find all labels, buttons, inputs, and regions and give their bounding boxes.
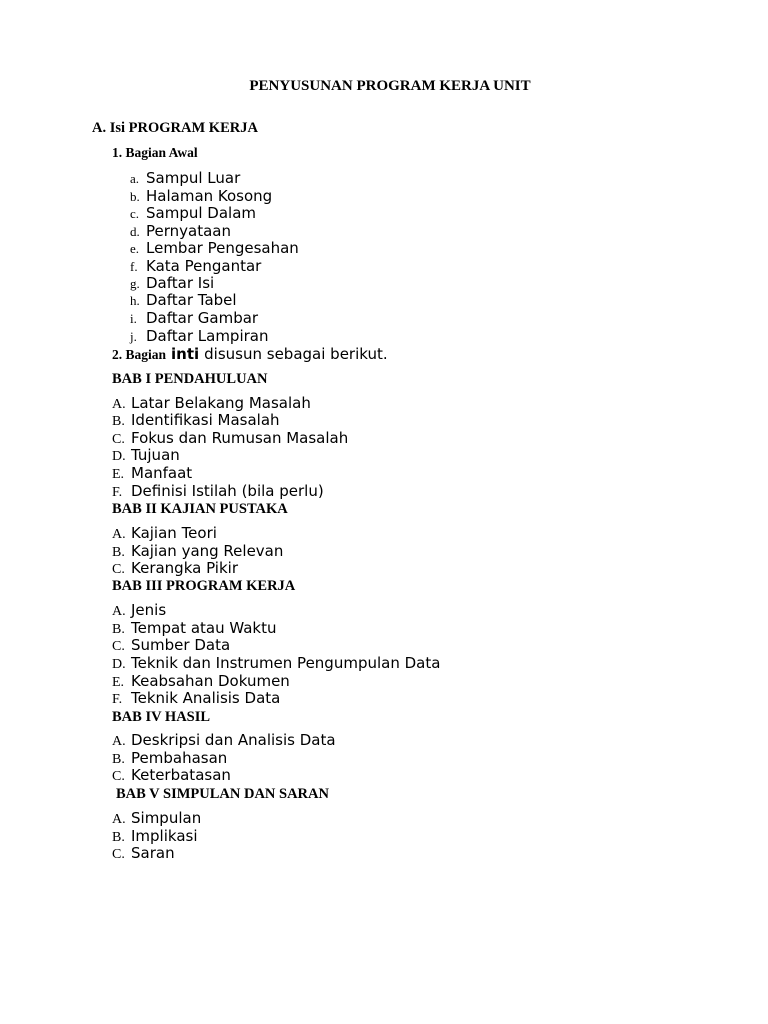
list-item-text: Kerangka Pikir: [131, 559, 238, 577]
list-item-text: Deskripsi dan Analisis Data: [131, 731, 336, 749]
list-item: [112, 559, 238, 577]
list-marker: B.: [112, 752, 125, 767]
list-marker: A.: [112, 812, 126, 827]
chapter-heading: BAB III PROGRAM KERJA: [112, 578, 296, 594]
list-marker: g.: [130, 276, 140, 291]
section-heading: A. Isi PROGRAM KERJA: [92, 120, 258, 136]
list-item: [112, 689, 280, 707]
list-item: [112, 446, 180, 464]
list-item-text: Simpulan: [131, 809, 202, 827]
list-item-text: Definisi Istilah (bila perlu): [131, 482, 324, 500]
list-marker: d.: [130, 224, 140, 239]
list-item: [130, 257, 261, 275]
list-item-text: Manfaat: [131, 464, 193, 482]
list-marker: A.: [112, 604, 126, 619]
list-item-text: Pembahasan: [131, 749, 228, 767]
list-item: [112, 731, 336, 749]
list-item-text: Tempat atau Waktu: [131, 619, 277, 637]
list-item-text: Keabsahan Dokumen: [131, 672, 290, 690]
list-item-text: Halaman Kosong: [146, 187, 273, 205]
list-item: [130, 274, 214, 292]
list-marker: C.: [112, 847, 125, 862]
list-item: [130, 222, 231, 240]
list-item: [112, 827, 198, 845]
list-item-text: Lembar Pengesahan: [146, 239, 299, 257]
list-item: [112, 654, 440, 672]
list-item: [112, 749, 227, 767]
list-marker: c.: [130, 206, 140, 221]
list-item: [112, 429, 348, 447]
list-item-text: Teknik Analisis Data: [131, 689, 281, 707]
subsection-rest: disusun sebagai berikut.: [204, 345, 388, 363]
list-marker: D.: [112, 449, 126, 464]
list-item: [112, 524, 217, 542]
list-item-text: Jenis: [131, 601, 167, 619]
list-item: [130, 291, 237, 309]
list-item: [130, 309, 258, 327]
list-item: [112, 411, 280, 429]
list-item-text: Fokus dan Rumusan Masalah: [131, 429, 349, 447]
chapter-heading: BAB II KAJIAN PUSTAKA: [112, 501, 288, 517]
list-item: [112, 619, 277, 637]
list-item: [112, 672, 290, 690]
list-item-text: Sampul Luar: [146, 169, 241, 187]
list-marker: B.: [112, 622, 125, 637]
list-item-text: Kajian yang Relevan: [131, 542, 284, 560]
list-marker: A.: [112, 734, 126, 749]
list-item-text: Teknik dan Instrumen Pengumpulan Data: [131, 654, 441, 672]
list-marker: C.: [112, 639, 125, 654]
chapter-heading: BAB I PENDAHULUAN: [112, 371, 268, 387]
list-item: [112, 766, 231, 784]
list-item-text: Kajian Teori: [131, 524, 217, 542]
list-marker: B.: [112, 545, 125, 560]
list-item-text: Kata Pengantar: [146, 257, 262, 275]
list-marker: A.: [112, 397, 126, 412]
list-marker: F.: [112, 485, 123, 500]
list-item: [112, 636, 230, 654]
subsection-prefix: 2. Bagian: [112, 347, 167, 362]
list-item: [130, 327, 268, 345]
list-item-text: Identifikasi Masalah: [131, 411, 280, 429]
list-item-text: Daftar Gambar: [146, 309, 259, 327]
subsection-heading: [112, 345, 388, 363]
list-marker: f.: [130, 259, 138, 274]
list-item-text: Latar Belakang Masalah: [131, 394, 311, 412]
list-marker: E.: [112, 467, 125, 482]
list-marker: B.: [112, 414, 125, 429]
list-marker: C.: [112, 769, 125, 784]
list-item-text: Tujuan: [131, 446, 180, 464]
list-item: [130, 169, 240, 187]
list-item: [112, 809, 201, 827]
list-marker: h.: [130, 293, 140, 308]
list-marker: j.: [130, 329, 137, 344]
subsection-emphasis: inti: [171, 345, 200, 363]
list-marker: E.: [112, 675, 125, 690]
list-marker: B.: [112, 830, 125, 845]
list-marker: F.: [112, 692, 123, 707]
list-item: [112, 464, 192, 482]
chapter-heading: BAB V SIMPULAN DAN SARAN: [116, 786, 329, 802]
list-marker: D.: [112, 657, 126, 672]
list-item-text: Sumber Data: [131, 636, 231, 654]
list-marker: C.: [112, 432, 125, 447]
list-item-text: Sampul Dalam: [146, 204, 257, 222]
list-item-text: Keterbatasan: [131, 766, 231, 784]
list-item: [130, 204, 256, 222]
list-item: [130, 187, 272, 205]
list-marker: b.: [130, 189, 140, 204]
list-item: [112, 601, 166, 619]
list-item-text: Pernyataan: [146, 222, 231, 240]
list-marker: i.: [130, 311, 137, 326]
page-title: PENYUSUNAN PROGRAM KERJA UNIT: [249, 78, 531, 94]
chapter-heading: BAB IV HASIL: [112, 709, 211, 725]
list-item-text: Daftar Lampiran: [146, 327, 269, 345]
list-item: [130, 239, 299, 257]
list-item-text: Implikasi: [131, 827, 198, 845]
list-item-text: Daftar Isi: [146, 274, 215, 292]
list-marker: a.: [130, 171, 140, 186]
subsection-heading: 1. Bagian Awal: [112, 145, 198, 160]
list-marker: A.: [112, 527, 126, 542]
list-item: [112, 844, 175, 862]
list-item: [112, 482, 324, 500]
list-item-text: Daftar Tabel: [146, 291, 237, 309]
list-marker: e.: [130, 241, 140, 256]
list-item-text: Saran: [131, 844, 175, 862]
list-item: [112, 542, 283, 560]
list-item: [112, 394, 311, 412]
list-marker: C.: [112, 562, 125, 577]
